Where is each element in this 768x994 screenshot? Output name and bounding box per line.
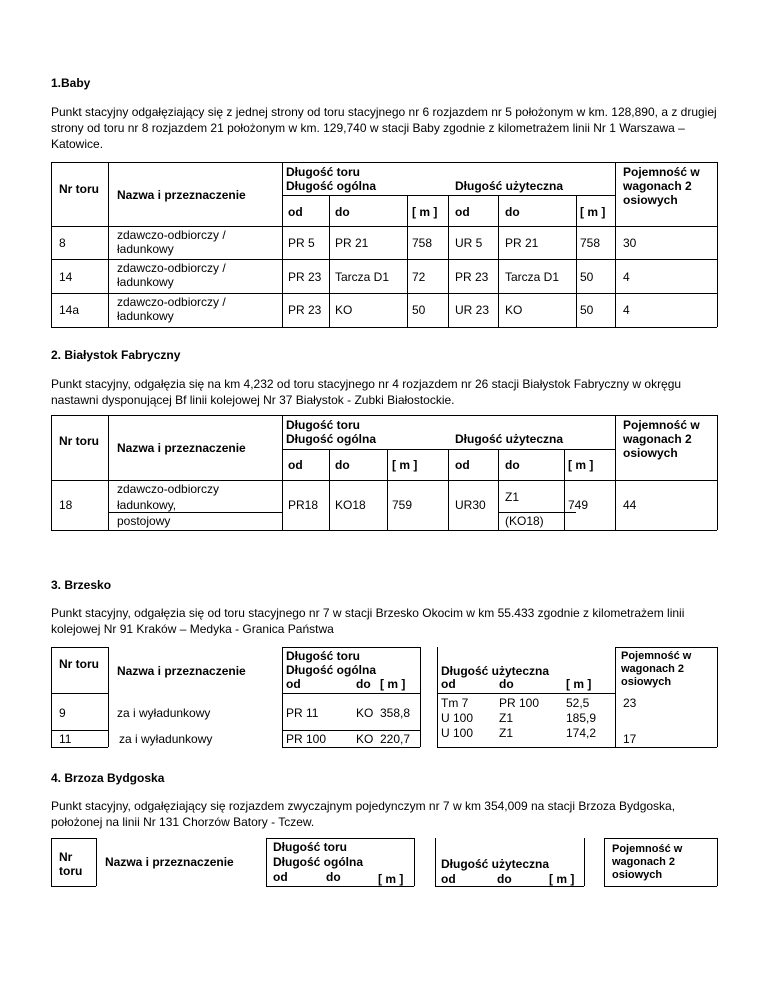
cell-udo: Z1 <box>499 726 514 740</box>
section-text-brzoza: Punkt stacyjny, odgałęziający się rozjazdem zwyczajnym pojedynczym nr 7 w km 354,009 na stacji Brzoza Bydgoska, położonej na linii Nr 131 Chorzów Batory - Tczew. <box>51 799 676 829</box>
cell-nazwa: za i wyładunkowy <box>117 706 211 720</box>
cell-udo: PR 100 <box>499 696 540 710</box>
cell-do: KO18 <box>335 498 366 512</box>
header-um: [ m ] <box>580 205 606 219</box>
header-od: od <box>288 205 303 219</box>
header-udo: do <box>497 872 512 886</box>
section-title-brzoza: 4. Brzoza Bydgoska <box>51 771 165 785</box>
header-dlugosc-ogolna: Długość ogólna <box>273 855 363 869</box>
cell-do: KO <box>356 732 374 746</box>
cell-poj: 17 <box>623 732 637 746</box>
cell-um: 50 <box>580 303 594 317</box>
cell-od: PR 11 <box>286 706 319 720</box>
cell-m: 220,7 <box>380 732 411 746</box>
header-nazwa: Nazwa i przeznaczenie <box>117 664 246 678</box>
cell-m: 50 <box>412 303 426 317</box>
cell-nazwa: za i wyładunkowy <box>119 732 213 746</box>
cell-um: 174,2 <box>566 726 597 740</box>
cell-nazwa: zdawczo-odbiorczy <box>117 482 220 496</box>
cell-um: 52,5 <box>566 696 590 710</box>
section-title-bialystok: 2. Białystok Fabryczny <box>51 348 181 362</box>
header-dlugosc-toru: Długość toru <box>286 649 360 663</box>
header-pojemnosc: Pojemność w wagonach 2 osiowych <box>623 418 700 460</box>
cell-uod: PR 23 <box>455 270 489 284</box>
cell-uod: UR 5 <box>455 236 483 250</box>
header-nr: Nr toru <box>59 182 99 196</box>
header-udo: do <box>505 205 520 219</box>
cell-um: 758 <box>580 236 601 250</box>
header-do: do <box>335 458 350 472</box>
cell-poj: 4 <box>623 303 630 317</box>
header-dlugosc-ogolna: Długość ogólna <box>286 179 376 193</box>
header-nr: Nr toru <box>59 434 99 448</box>
cell-udo: Z1 <box>505 490 520 504</box>
header-od: od <box>288 458 303 472</box>
cell-nr: 18 <box>59 498 73 512</box>
cell-uod: Tm 7 <box>441 696 469 710</box>
cell-uod: UR 23 <box>455 303 490 317</box>
header-dlugosc-uzyteczna: Długość użyteczna <box>455 432 564 446</box>
cell-poj: 23 <box>623 696 637 710</box>
header-uod: od <box>441 677 456 691</box>
cell-nazwa: postojowy <box>117 514 171 528</box>
header-m: [ m ] <box>380 677 406 691</box>
cell-poj: 4 <box>623 270 630 284</box>
cell-udo: (KO18) <box>505 514 544 528</box>
cell-nazwa: zdawczo-odbiorczy / ładunkowy <box>117 295 226 323</box>
header-dlugosc-uzyteczna: Długość użyteczna <box>455 179 564 193</box>
cell-nr: 14 <box>59 270 73 284</box>
header-od: od <box>286 677 301 691</box>
header-dlugosc-toru: Długość toru <box>286 165 360 179</box>
header-uod: od <box>441 872 456 886</box>
header-m: [ m ] <box>378 872 404 886</box>
cell-uod: U 100 <box>441 726 474 740</box>
cell-udo: Z1 <box>499 711 514 725</box>
cell-poj: 44 <box>623 498 637 512</box>
header-uod: od <box>455 205 470 219</box>
header-pojemnosc: Pojemność w wagonach 2 osiowych <box>621 650 692 688</box>
cell-m: 758 <box>412 236 433 250</box>
section-text-brzesko: Punkt stacyjny, odgałęzia się od toru stacyjnego nr 7 w stacji Brzesko Okocim w km 55.433 zgodnie z kilometrażem linii kolejowej Nr 91 Kraków – Medyka - Granica Państwa <box>51 606 685 636</box>
cell-m: 759 <box>392 498 413 512</box>
cell-m: 358,8 <box>380 706 411 720</box>
cell-m: 72 <box>412 270 426 284</box>
header-uod: od <box>455 458 470 472</box>
header-dlugosc-ogolna: Długość ogólna <box>286 663 376 677</box>
header-pojemnosc: Pojemność w wagonach 2 osiowych <box>623 165 700 207</box>
cell-udo: KO <box>505 303 523 317</box>
section-text-bialystok: Punkt stacyjny, odgałęzia się na km 4,232 od toru stacyjnego nr 4 rozjazdem nr 26 stacji Białystok Fabryczny w okręgu nastawni dysponującej Bf linii kolejowej Nr 37 Białystok - Zubki Białostockie. <box>51 377 682 407</box>
header-um: [ m ] <box>549 872 575 886</box>
header-um: [ m ] <box>566 677 592 691</box>
header-m: [ m ] <box>392 458 418 472</box>
header-udo: do <box>499 677 514 691</box>
cell-do: Tarcza D1 <box>335 270 390 284</box>
header-od: od <box>273 870 288 884</box>
header-dlugosc-ogolna: Długość ogólna <box>286 432 376 446</box>
cell-nr: 14a <box>59 303 80 317</box>
header-nazwa: Nazwa i przeznaczenie <box>117 441 246 455</box>
cell-od: PR18 <box>288 498 319 512</box>
cell-nr: 11 <box>59 732 72 746</box>
cell-udo: PR 21 <box>505 236 539 250</box>
cell-poj: 30 <box>623 236 637 250</box>
cell-um: 50 <box>580 270 594 284</box>
cell-udo: Tarcza D1 <box>505 270 560 284</box>
cell-um: 749 <box>568 498 589 512</box>
header-do: do <box>356 677 371 691</box>
cell-do: PR 21 <box>335 236 369 250</box>
cell-do: KO <box>335 303 353 317</box>
section-title-baby: 1.Baby <box>51 76 91 90</box>
header-nazwa: Nazwa i przeznaczenie <box>117 188 246 202</box>
header-m: [ m ] <box>412 205 438 219</box>
cell-nazwa: zdawczo-odbiorczy / ładunkowy <box>117 228 226 256</box>
section-text-baby: Punkt stacyjny odgałęziający się z jednej strony od toru stacyjnego nr 6 rozjazdem nr 5 położonym w km. 128,890, a z drugiej strony od toru nr 8 rozjazdem 21 położonym w km. 129,740 w stacji Baby zgodnie z kilometrażem linii Nr 1 Warszawa – Katowice. <box>51 105 717 151</box>
cell-uod: U 100 <box>441 711 474 725</box>
cell-od: PR 23 <box>288 270 322 284</box>
cell-od: PR 23 <box>288 303 322 317</box>
cell-nazwa: zdawczo-odbiorczy / ładunkowy <box>117 261 226 289</box>
header-nr: Nr toru <box>59 657 99 671</box>
header-um: [ m ] <box>568 458 594 472</box>
header-do: do <box>326 870 341 884</box>
cell-nr: 9 <box>59 706 66 720</box>
header-do: do <box>335 205 350 219</box>
cell-od: PR 5 <box>288 236 315 250</box>
header-dlugosc-toru: Długość toru <box>273 840 347 854</box>
header-udo: do <box>505 458 520 472</box>
cell-um: 185,9 <box>566 711 597 725</box>
cell-uod: UR30 <box>455 498 486 512</box>
cell-nazwa: ładunkowy, <box>117 498 177 512</box>
header-dlugosc-toru: Długość toru <box>286 418 360 432</box>
section-title-brzesko: 3. Brzesko <box>51 578 112 592</box>
cell-nr: 8 <box>59 236 66 250</box>
header-dlugosc-uzyteczna: Długość użyteczna <box>441 857 550 871</box>
cell-od: PR 100 <box>286 732 327 746</box>
header-nazwa: Nazwa i przeznaczenie <box>105 855 234 869</box>
header-nr: Nr toru <box>59 850 83 878</box>
header-pojemnosc: Pojemność w wagonach 2 osiowych <box>612 843 683 881</box>
cell-do: KO <box>356 706 374 720</box>
header-dlugosc-uzyteczna: Długość użyteczna <box>441 664 550 678</box>
